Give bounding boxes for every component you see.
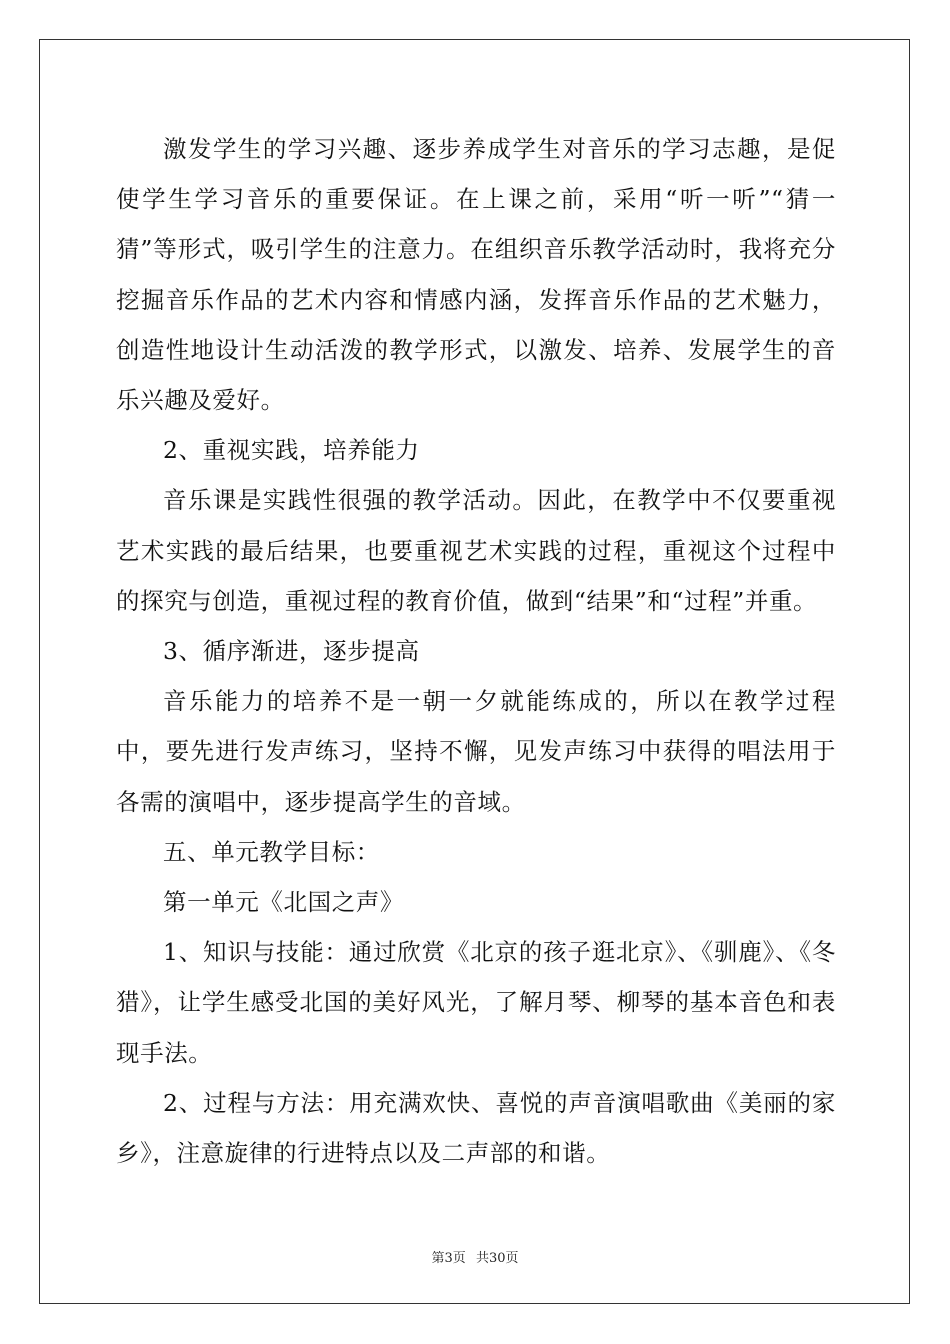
heading-gradual: 3、循序渐进，逐步提高 (163, 637, 420, 666)
heading-unit-goals: 五、单元教学目标： (163, 837, 380, 866)
page-footer (0, 1247, 950, 1266)
document-body (116, 124, 836, 1178)
total-pages-label: 共30页 (475, 1251, 519, 1266)
paragraph-practice: 音乐课是实践性很强的教学活动。因此，在教学中不仅要重视艺术实践的最后结果，也要重视艺术实践的过程，重视这个过程中的探究与创造，重视过程的教育价值，做到“结果”和“过程”并重。 (116, 486, 836, 615)
current-page-label: 第3页 (431, 1251, 466, 1266)
paragraph-process-method: 2、过程与方法：用充满欢快、喜悦的声音演唱歌曲《美丽的家乡》，注意旋律的行进特点以及二声部的和谐。 (116, 1088, 836, 1168)
paragraph-gradual: 音乐能力的培养不是一朝一夕就能练成的，所以在教学过程中，要先进行发声练习，坚持不懈，见发声练习中获得的唱法用于各需的演唱中，逐步提高学生的音域。 (116, 687, 836, 816)
paragraph-interest: 激发学生的学习兴趣、逐步养成学生对音乐的学习志趣，是促使学生学习音乐的重要保证。在上课之前，采用“听一听”“猜一猜”等形式，吸引学生的注意力。在组织音乐教学活动时，我将充分挖掘音乐作品的艺术内容和情感内涵，发挥音乐作品的艺术魅力，创造性地设计生动活泼的教学形式，以激发、培养、发展学生的音乐兴趣及爱好。 (116, 135, 836, 415)
paragraph-knowledge-skills: 1、知识与技能：通过欣赏《北京的孩子逛北京》、《驯鹿》、《冬猎》，让学生感受北国的美好风光，了解月琴、柳琴的基本音色和表现手法。 (116, 938, 836, 1067)
heading-practice: 2、重视实践，培养能力 (163, 436, 420, 465)
heading-unit-one: 第一单元《北国之声》 (163, 888, 404, 917)
